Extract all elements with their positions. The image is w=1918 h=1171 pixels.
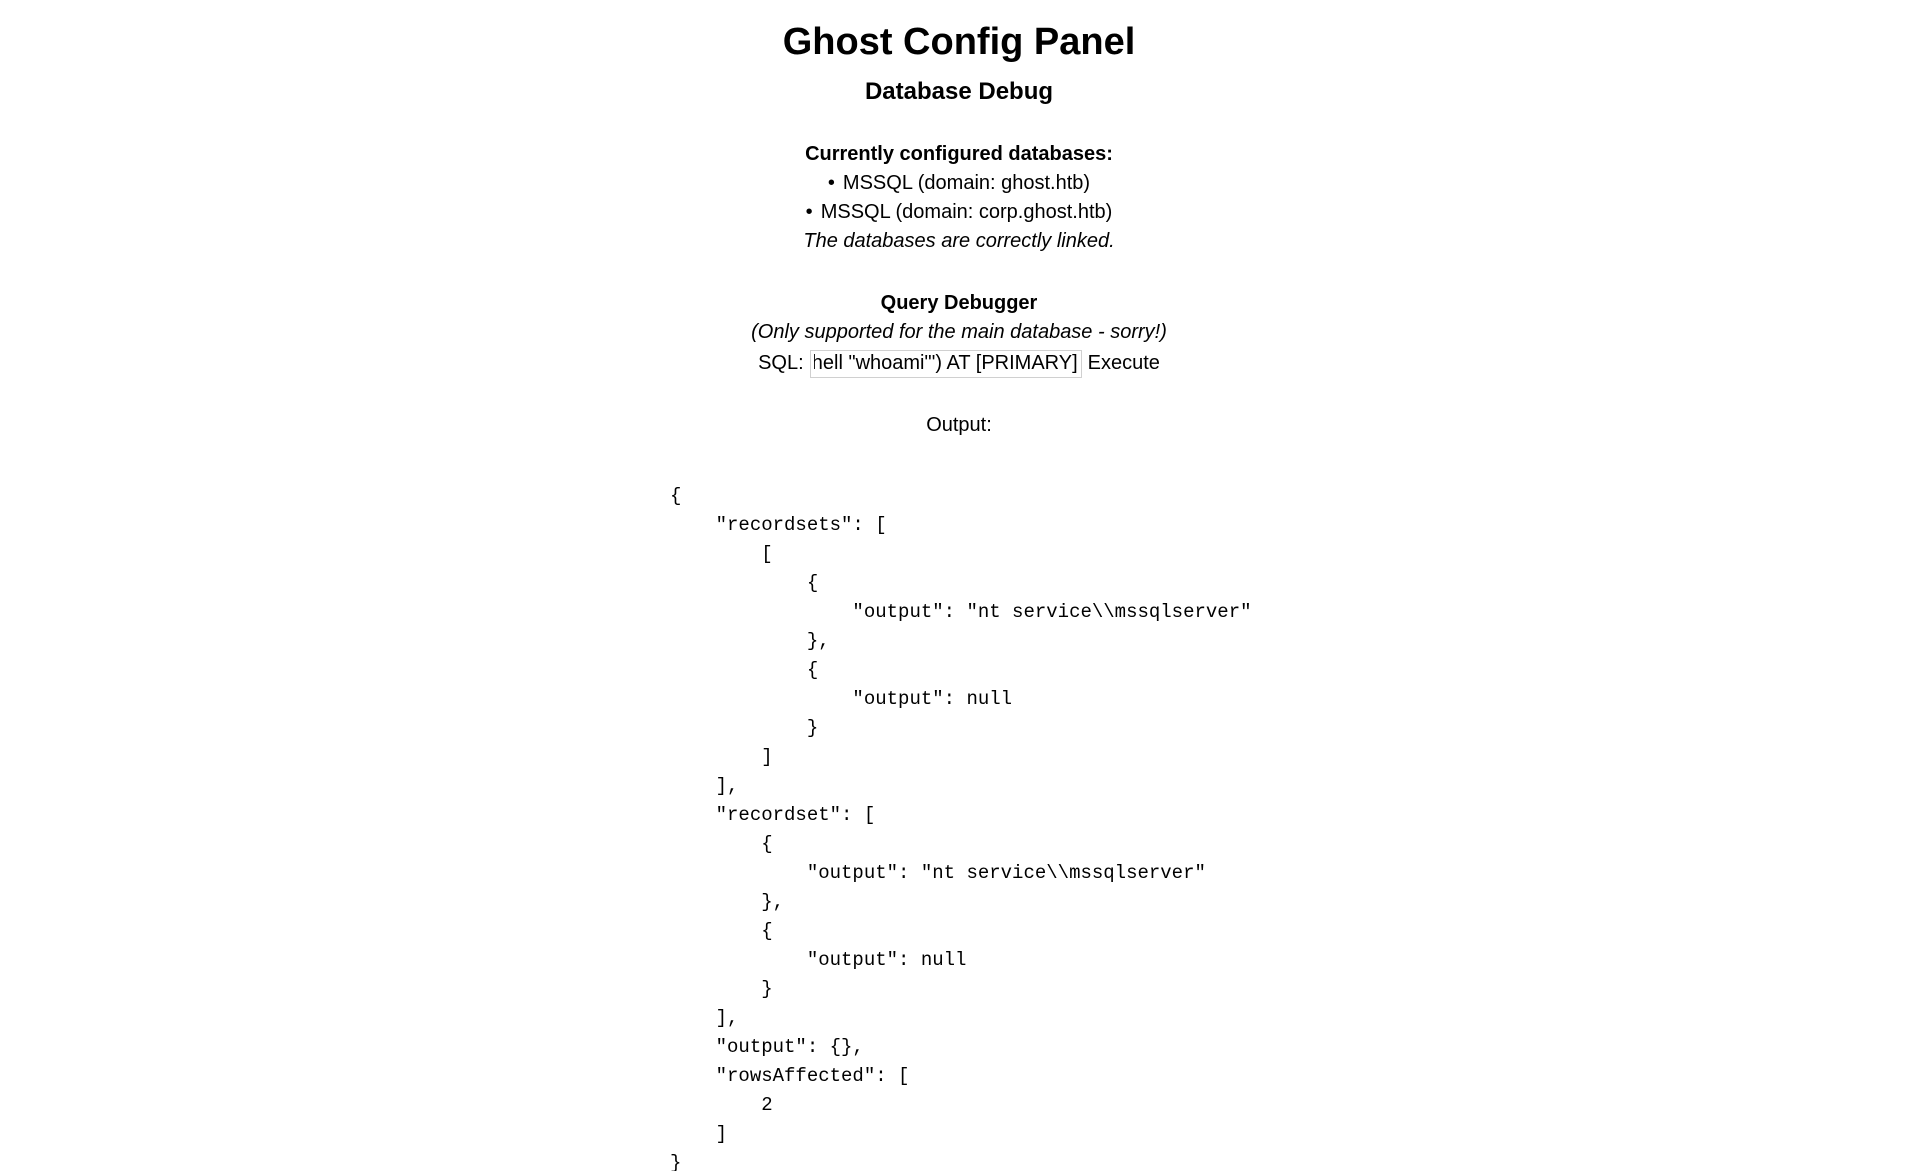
sql-label: SQL:: [758, 352, 804, 374]
page-subtitle: Database Debug: [864, 78, 1054, 105]
query-debugger-note: (Only supported for the main database - sorry!): [751, 321, 1167, 343]
output-label: Output:: [926, 414, 992, 436]
output-json: { "recordsets": [ [ { "output": "nt service\\mssqlserver" }, { "output": null } ] ], "recordset": [ { "output": "nt service\\mssqlserver" }, { "output": null } ], "output": {}, "rowsAffected": [ 2 ] }: [670, 485, 1252, 1171]
page-title: Ghost Config Panel: [782, 21, 1136, 63]
execute-button[interactable]: Execute: [1087, 352, 1160, 374]
database-item: • MSSQL (domain: corp.ghost.htb): [0, 198, 1918, 227]
database-item: • MSSQL (domain: ghost.htb): [0, 169, 1918, 198]
query-debugger-section: [0, 289, 1918, 378]
query-debugger-heading: Query Debugger: [880, 292, 1038, 314]
sql-form: [0, 349, 1918, 378]
databases-section: [0, 140, 1918, 256]
databases-heading: Currently configured databases:: [805, 143, 1113, 165]
databases-list: [0, 169, 1918, 227]
databases-note: The databases are correctly linked.: [803, 230, 1115, 252]
sql-input[interactable]: [810, 350, 1082, 378]
